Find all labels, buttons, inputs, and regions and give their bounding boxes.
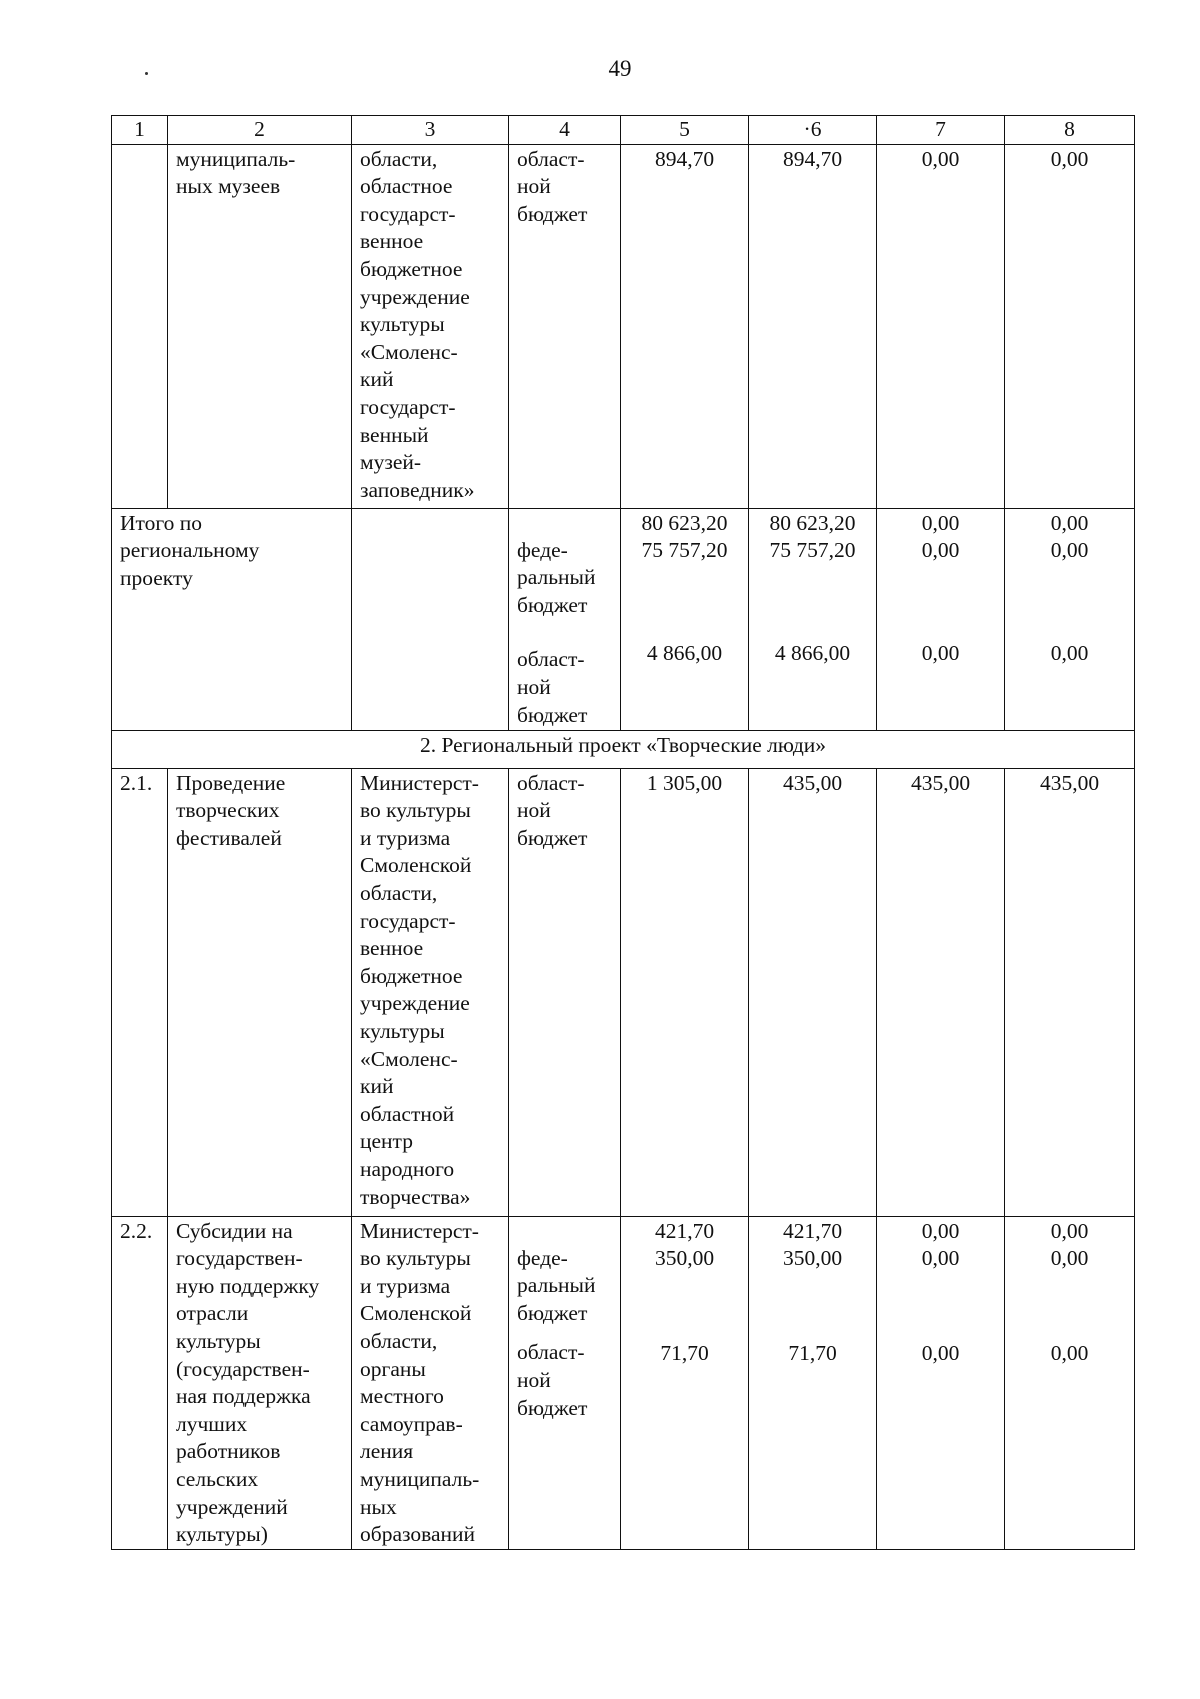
sub-federal-value: 350,00: [654, 1246, 715, 1271]
executor-cell: области, областное государст- венное бюджетное учреждение культуры «Смоленс- кий государст- венный музей- заповедник»: [352, 144, 509, 508]
activity-name-cell: Субсидии на государствен- ную поддержку отрасли культуры (государствен- ная поддержка лучших работников сельских учреждений культуры): [168, 1216, 352, 1549]
total-federal-value: 0,00: [1050, 538, 1089, 563]
sub-federal-value: 350,00: [782, 1246, 843, 1271]
executor-cell: Министерст- во культуры и туризма Смоленской области, государст- венное бюджетное учреждение культуры «Смоленс- кий областной центр народного творчества»: [352, 768, 509, 1216]
row-number-cell: 2.2.: [112, 1216, 168, 1549]
header-cell-4: 4: [509, 116, 621, 145]
funding-source-cell: [509, 1216, 621, 1549]
total-all-value: 80 623,20: [641, 510, 728, 535]
activity-name-cell: муниципаль- ных музеев: [168, 144, 352, 508]
total-regional-value: 4 866,00: [646, 640, 723, 665]
total-all-value: 80 623,20: [769, 510, 856, 535]
header-cell-5: 5: [621, 116, 749, 145]
sub-regional-value: 71,70: [788, 1340, 837, 1365]
value-col8: 435,00: [1005, 768, 1135, 1216]
regional-source-label: област- ной бюджет: [517, 647, 588, 727]
sub-all-value: 0,00: [1050, 1218, 1089, 1243]
total-regional-value: 0,00: [921, 640, 960, 665]
header-cell-3: 3: [352, 116, 509, 145]
row-number-cell: 2.1.: [112, 768, 168, 1216]
header-cell-6: ·6: [749, 116, 877, 145]
funding-source-cell: [509, 508, 621, 730]
total-federal-value: 75 757,20: [769, 538, 856, 563]
row-number-cell: [112, 144, 168, 508]
table-row-2-1: [112, 768, 1135, 1216]
total-federal-value: 75 757,20: [641, 538, 728, 563]
table-row-museums: [112, 144, 1135, 508]
total-regional-value: 0,00: [1050, 640, 1089, 665]
executor-cell: Министерст- во культуры и туризма Смоленской области, органы местного самоуправ- ления муниципаль- ных образований: [352, 1216, 509, 1549]
header-cell-1: 1: [112, 116, 168, 145]
value-col8: 0,00: [1005, 144, 1135, 508]
sub-federal-value: 0,00: [921, 1246, 960, 1271]
header-cell-2: 2: [168, 116, 352, 145]
header-cell-8: 8: [1005, 116, 1135, 145]
page-number: 49: [608, 56, 632, 81]
budget-table: [111, 115, 1135, 1550]
section-title: 2. Региональный проект «Творческие люди»: [112, 730, 1135, 768]
header-cell-7: 7: [877, 116, 1005, 145]
sub-all-value: 421,70: [654, 1218, 715, 1243]
total-regional-value: 4 866,00: [774, 640, 851, 665]
federal-source-label: феде- ральный бюджет: [517, 1245, 596, 1325]
sub-all-value: 421,70: [782, 1218, 843, 1243]
value-col5: [621, 1216, 749, 1549]
sub-regional-value: 71,70: [660, 1340, 709, 1365]
value-col7: [877, 508, 1005, 730]
value-col6: [749, 508, 877, 730]
federal-source-label: феде- ральный бюджет: [517, 537, 596, 617]
sub-regional-value: 0,00: [1050, 1340, 1089, 1365]
value-col8: [1005, 1216, 1135, 1549]
value-col8: [1005, 508, 1135, 730]
table-row-2-2: [112, 1216, 1135, 1549]
header-row: [112, 116, 1135, 145]
total-label-cell: Итого по региональному проекту: [112, 508, 352, 730]
regional-source-label: област- ной бюджет: [517, 1340, 588, 1420]
total-federal-value: 0,00: [921, 538, 960, 563]
sub-federal-value: 0,00: [1050, 1246, 1089, 1271]
value-col7: 0,00: [877, 144, 1005, 508]
funding-source-cell: област- ной бюджет: [509, 768, 621, 1216]
scan-speck: [145, 72, 148, 75]
total-all-value: 0,00: [921, 510, 960, 535]
value-col5: 1 305,00: [621, 768, 749, 1216]
sub-regional-value: 0,00: [921, 1340, 960, 1365]
value-col6: [749, 1216, 877, 1549]
value-col5: [621, 508, 749, 730]
value-col5: 894,70: [621, 144, 749, 508]
value-col7: [877, 1216, 1005, 1549]
value-col6: 894,70: [749, 144, 877, 508]
activity-name-cell: Проведение творческих фестивалей: [168, 768, 352, 1216]
section-header-row: [112, 730, 1135, 768]
value-col6: 435,00: [749, 768, 877, 1216]
funding-source-cell: област- ной бюджет: [509, 144, 621, 508]
value-col7: 435,00: [877, 768, 1005, 1216]
sub-all-value: 0,00: [921, 1218, 960, 1243]
executor-cell-empty: [352, 508, 509, 730]
total-all-value: 0,00: [1050, 510, 1089, 535]
table-row-total: [112, 508, 1135, 730]
